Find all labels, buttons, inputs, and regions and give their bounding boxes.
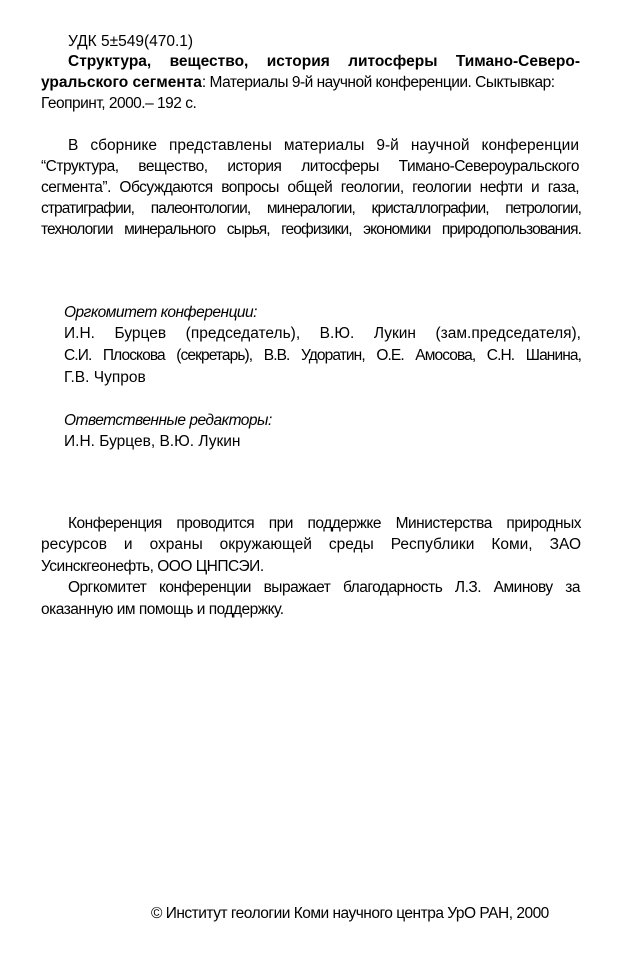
udk-code: УДК 5±549(470.1) [68, 33, 194, 50]
committee-heading: Оргкомитет конференции: [64, 304, 257, 321]
citation-publication-info: : Материалы 9-й научной конференции. Сыктывкар: [201, 74, 555, 91]
citation-publisher: Геопринт, 2000.– 192 с. [41, 95, 197, 112]
support-line-3: Усинскгеонефть, ООО ЦНПСЭИ. [41, 558, 264, 575]
committee-line-3: Г.В. Чупров [64, 369, 146, 386]
abstract-line-5: технологии минерального сырья, геофизики, экономики природопользования. [41, 221, 581, 238]
committee-line-1: И.Н. Бурцев (председатель), В.Ю. Лукин (зам.председателя), [64, 325, 581, 342]
editors-names: И.Н. Бурцев, В.Ю. Лукин [64, 433, 241, 450]
copyright-notice: © Институт геологии Коми научного центра УрО РАН, 2000 [151, 905, 549, 922]
abstract-line-3: сегмента”. Обсуждаются вопросы общей геологии, геологии нефти и газа, [41, 179, 579, 196]
support-line-1: Конференция проводится при поддержке Министерства природных [68, 515, 581, 532]
citation-line-2 [41, 73, 555, 93]
thanks-line-1: Оргкомитет конференции выражает благодарность Л.З. Аминову за [68, 579, 580, 596]
editors-heading: Ответственные редакторы: [64, 412, 272, 429]
citation-title-line-1: Структура, вещество, история литосферы Тимано-Северо- [68, 53, 580, 70]
thanks-line-2: оказанную им помощь и поддержку. [41, 601, 284, 618]
citation-title-line-2: уральского сегмента [41, 74, 202, 91]
support-line-2: ресурсов и охраны окружающей среды Республики Коми, ЗАО [41, 536, 581, 553]
committee-line-2: С.И. Плоскова (секретарь), В.В. Удоратин, О.Е. Амосова, С.Н. Шанина, [64, 347, 581, 364]
abstract-line-4: стратиграфии, палеонтологии, минералогии, кристаллографии, петрологии, [41, 200, 581, 217]
abstract-line-1: В сборнике представлены материалы 9-й научной конференции [68, 137, 579, 154]
abstract-line-2: “Структура, вещество, история литосферы Тимано-Североуральского [41, 158, 579, 175]
